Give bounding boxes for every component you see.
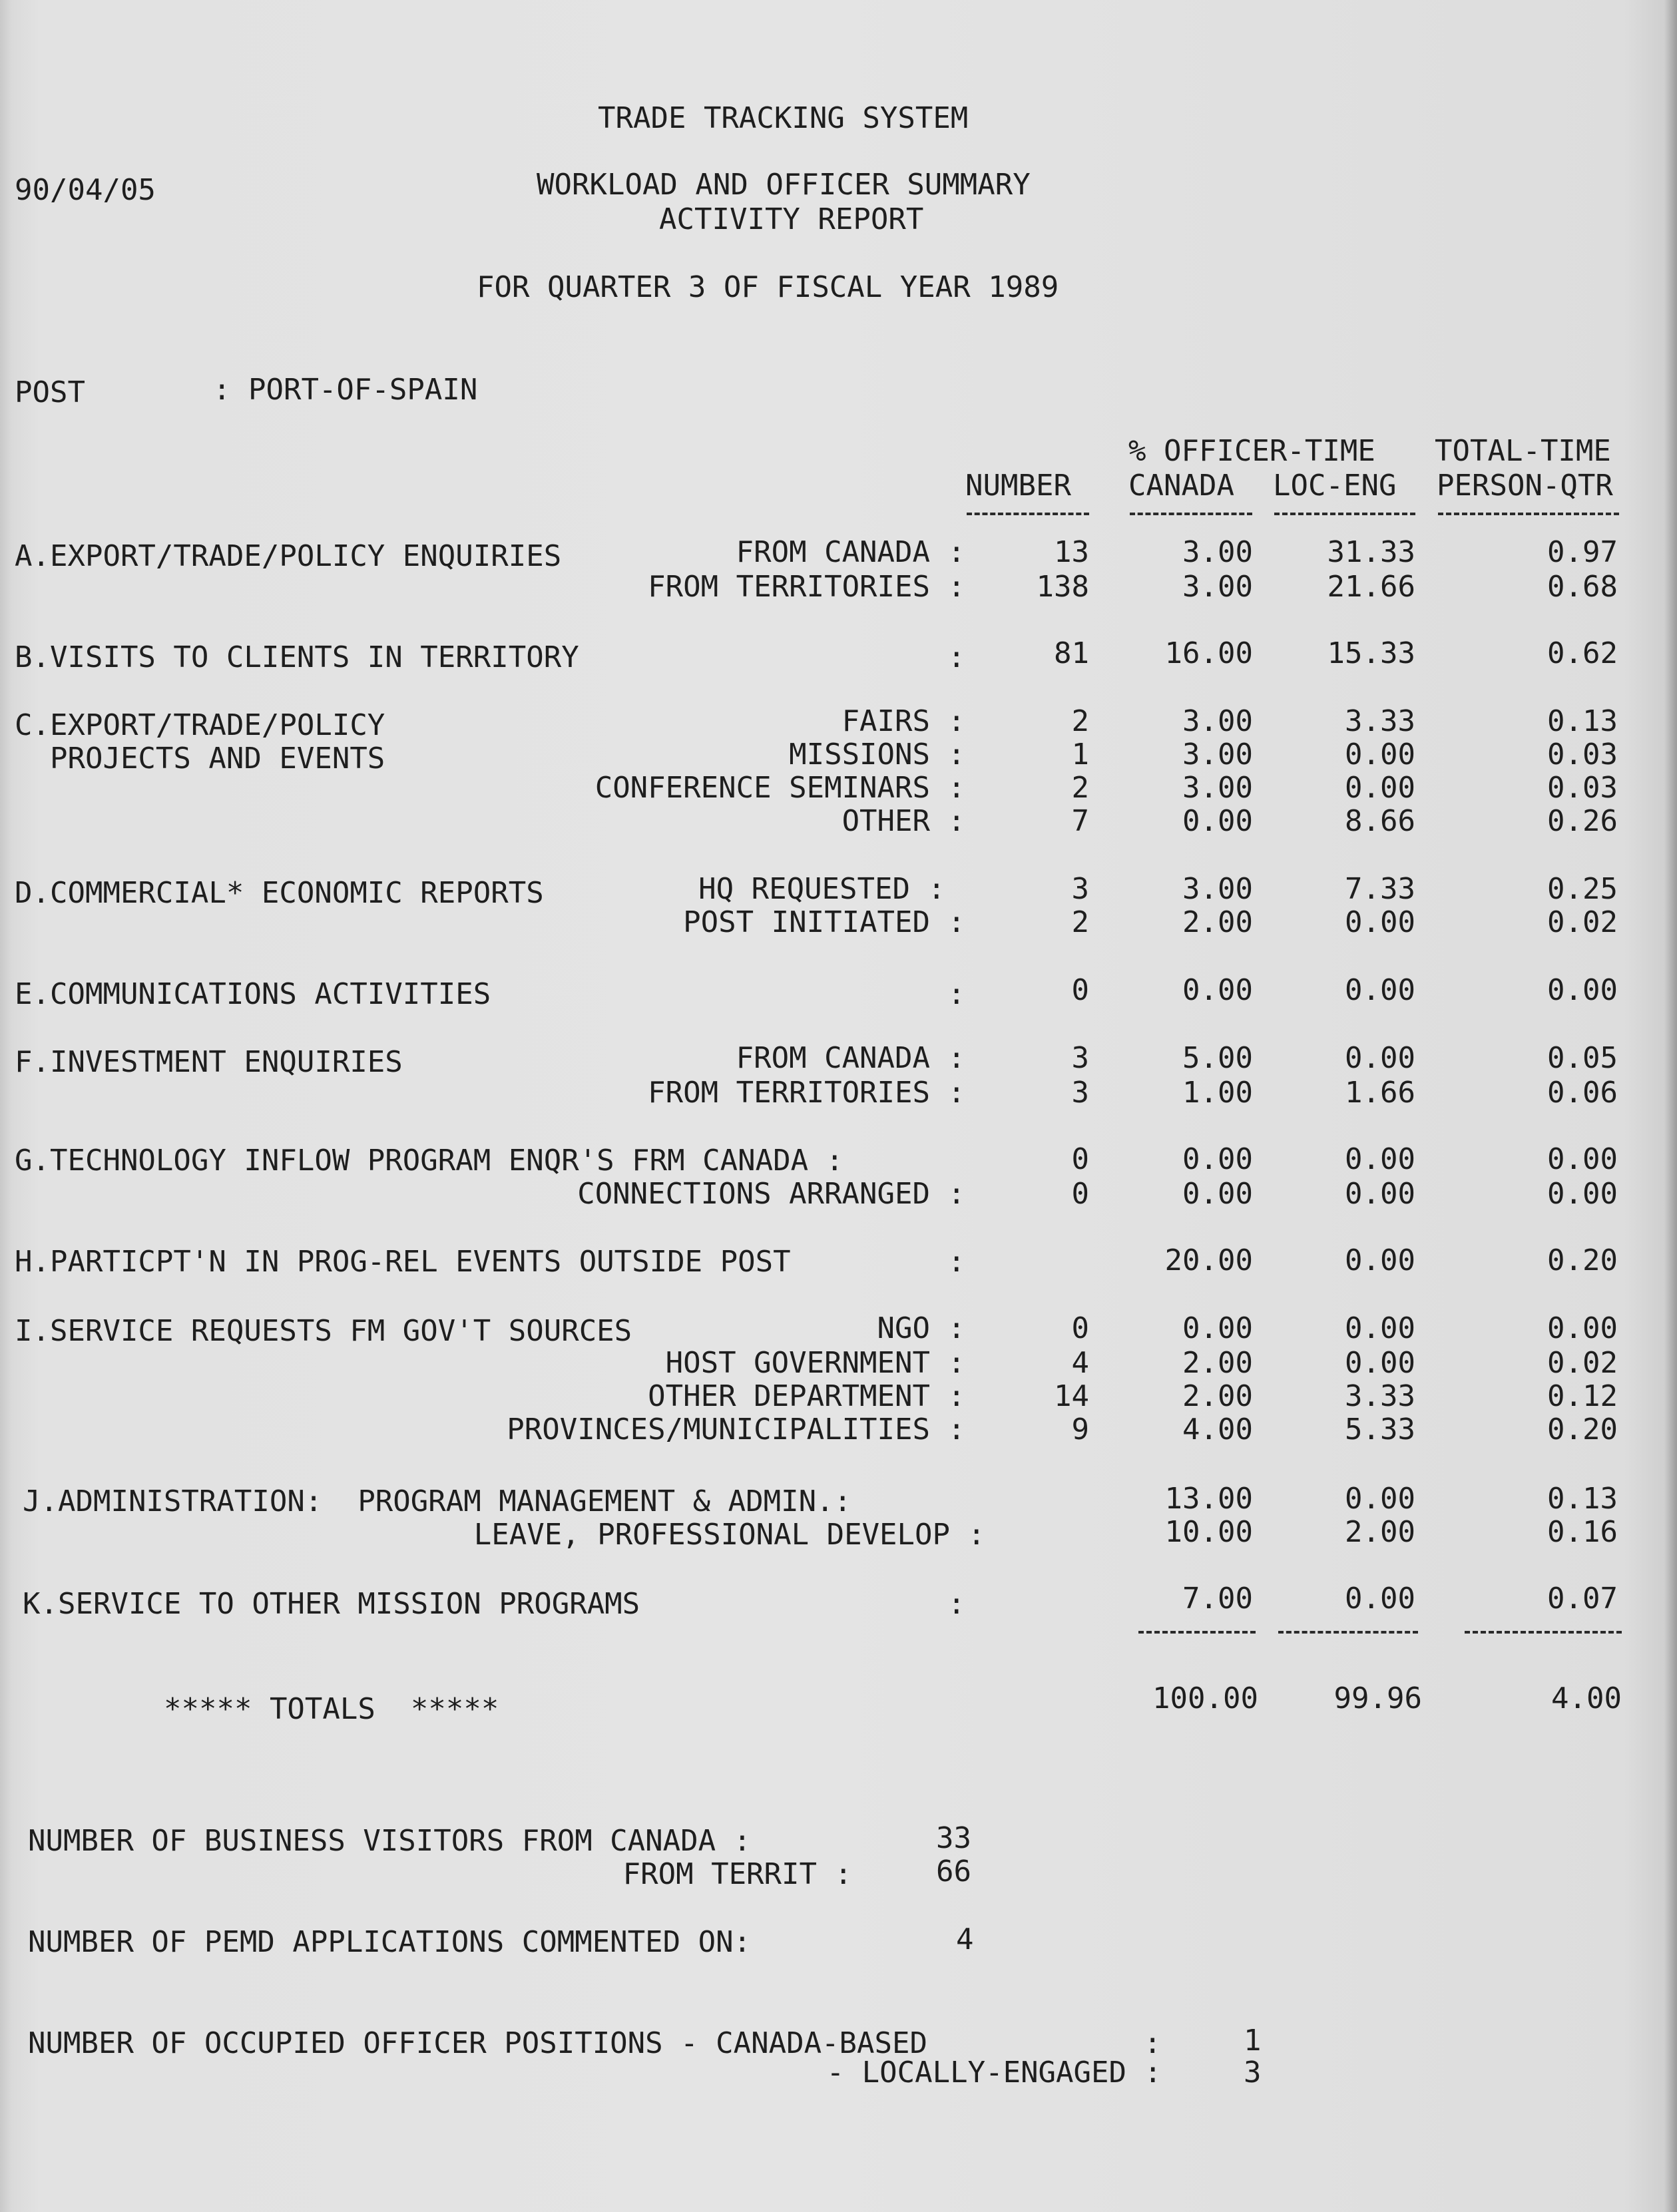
visitors-canada: 33 — [936, 1821, 971, 1855]
cell-canada: 5.00 — [1182, 1041, 1253, 1075]
col-header-canada: CANADA — [1128, 469, 1234, 503]
cell-person-qtr: 0.00 — [1547, 973, 1618, 1007]
col-header-total-time: TOTAL-TIME — [1435, 434, 1611, 468]
cell-loc-eng: 0.00 — [1345, 771, 1415, 805]
cell-person-qtr: 0.13 — [1547, 1482, 1618, 1516]
totals-rule-person-qtr — [1465, 1631, 1622, 1634]
cell-number: 138 — [1036, 570, 1089, 604]
cell-person-qtr: 0.02 — [1547, 1346, 1618, 1380]
cell-canada: 1.00 — [1182, 1076, 1253, 1110]
cell-canada: 4.00 — [1182, 1413, 1253, 1446]
cell-number: 0 — [1071, 973, 1089, 1007]
cell-canada: 0.00 — [1182, 804, 1253, 838]
cell-loc-eng: 3.33 — [1345, 1379, 1415, 1413]
cell-number: 0 — [1071, 1177, 1089, 1211]
cell-loc-eng: 2.00 — [1345, 1515, 1415, 1549]
header-underline-loc-eng — [1274, 513, 1415, 515]
row-label: J.ADMINISTRATION: PROGRAM MANAGEMENT & ADMIN.: — [23, 1484, 852, 1518]
cell-person-qtr: 0.00 — [1547, 1177, 1618, 1211]
cell-canada: 13.00 — [1164, 1482, 1253, 1516]
system-title: TRADE TRACKING SYSTEM — [598, 101, 969, 135]
cell-canada: 2.00 — [1182, 905, 1253, 939]
cell-person-qtr: 0.20 — [1547, 1413, 1618, 1446]
post-value: : PORT-OF-SPAIN — [213, 373, 478, 407]
cell-canada: 16.00 — [1164, 636, 1253, 670]
cell-number: 7 — [1071, 804, 1089, 838]
row-label: B.VISITS TO CLIENTS IN TERRITORY — [15, 640, 579, 674]
row-sublabel: HQ REQUESTED : — [698, 872, 945, 906]
report-date: 90/04/05 — [15, 173, 156, 207]
cell-number: 1 — [1071, 738, 1089, 772]
cell-person-qtr: 0.02 — [1547, 905, 1618, 939]
cell-loc-eng: 0.00 — [1345, 1142, 1415, 1176]
col-header-loc-eng: LOC-ENG — [1273, 469, 1397, 503]
cell-loc-eng: 8.66 — [1345, 804, 1415, 838]
visitors-territ: 66 — [936, 1855, 971, 1888]
cell-person-qtr: 0.97 — [1547, 535, 1618, 569]
cell-number: 2 — [1071, 704, 1089, 738]
cell-loc-eng: 0.00 — [1345, 973, 1415, 1007]
cell-number: 2 — [1071, 905, 1089, 939]
row-sublabel: FAIRS : — [841, 704, 965, 738]
cell-person-qtr: 0.00 — [1547, 1142, 1618, 1176]
cell-canada: 0.00 — [1182, 973, 1253, 1007]
cell-loc-eng: 5.33 — [1345, 1413, 1415, 1446]
row-sublabel: FROM CANADA : — [736, 535, 965, 569]
cell-number: 4 — [1071, 1346, 1089, 1380]
cell-canada: 10.00 — [1164, 1515, 1253, 1549]
report-subtitle: ACTIVITY REPORT — [659, 202, 924, 236]
row-sublabel: NGO : — [877, 1311, 965, 1345]
cell-canada: 2.00 — [1182, 1346, 1253, 1380]
cell-loc-eng: 0.00 — [1345, 905, 1415, 939]
row-sublabel: OTHER DEPARTMENT : — [648, 1379, 965, 1413]
cell-loc-eng: 0.00 — [1345, 1482, 1415, 1516]
cell-number: 81 — [1054, 636, 1089, 670]
cell-canada: 3.00 — [1182, 535, 1253, 569]
col-header-number: NUMBER — [965, 469, 1071, 503]
row-label: F.INVESTMENT ENQUIRIES — [15, 1045, 403, 1079]
cell-number: 9 — [1071, 1413, 1089, 1446]
cell-canada: 3.00 — [1182, 704, 1253, 738]
cell-person-qtr: 0.25 — [1547, 872, 1618, 906]
total-canada: 100.00 — [1152, 1681, 1258, 1715]
cell-canada: 0.00 — [1182, 1142, 1253, 1176]
cell-number: 2 — [1071, 771, 1089, 805]
row-label: D.COMMERCIAL* ECONOMIC REPORTS — [15, 876, 544, 910]
header-underline-number — [967, 513, 1089, 515]
cell-number: 0 — [1071, 1311, 1089, 1345]
cell-person-qtr: 0.03 — [1547, 738, 1618, 772]
cell-loc-eng: 0.00 — [1345, 1346, 1415, 1380]
row-sublabel: FROM CANADA : — [736, 1041, 965, 1075]
positions-label: NUMBER OF OCCUPIED OFFICER POSITIONS - CANADA-BASED — [28, 2026, 928, 2060]
row-sublabel: : — [947, 1245, 965, 1279]
totals-rule-canada — [1138, 1631, 1256, 1634]
pemd-label: NUMBER OF PEMD APPLICATIONS COMMENTED ON: — [28, 1925, 752, 1959]
header-underline-person-qtr — [1438, 513, 1619, 515]
total-person-qtr: 4.00 — [1551, 1681, 1622, 1715]
row-label: K.SERVICE TO OTHER MISSION PROGRAMS — [23, 1587, 640, 1621]
row-sublabel: : — [947, 977, 965, 1011]
cell-number: 3 — [1071, 1076, 1089, 1110]
cell-person-qtr: 0.03 — [1547, 771, 1618, 805]
positions-local-label: - LOCALLY-ENGAGED : — [826, 2056, 1162, 2090]
cell-loc-eng: 31.33 — [1327, 535, 1415, 569]
cell-canada: 3.00 — [1182, 738, 1253, 772]
visitors-label: NUMBER OF BUSINESS VISITORS FROM CANADA : — [28, 1824, 752, 1858]
cell-person-qtr: 0.12 — [1547, 1379, 1618, 1413]
row-sublabel: CONNECTIONS ARRANGED : — [577, 1177, 965, 1211]
cell-loc-eng: 15.33 — [1327, 636, 1415, 670]
header-underline-canada — [1130, 513, 1252, 515]
cell-number: 13 — [1054, 535, 1089, 569]
row-label: C.EXPORT/TRADE/POLICY — [15, 708, 385, 742]
cell-person-qtr: 0.07 — [1547, 1582, 1618, 1616]
cell-person-qtr: 0.00 — [1547, 1311, 1618, 1345]
cell-loc-eng: 3.33 — [1345, 704, 1415, 738]
cell-person-qtr: 0.20 — [1547, 1243, 1618, 1277]
report-title: WORKLOAD AND OFFICER SUMMARY — [537, 168, 1031, 202]
cell-person-qtr: 0.26 — [1547, 804, 1618, 838]
positions-sep: : — [1144, 2026, 1162, 2060]
row-sublabel: PROVINCES/MUNICIPALITIES : — [507, 1413, 965, 1446]
row-sublabel: LEAVE, PROFESSIONAL DEVELOP : — [473, 1518, 985, 1552]
totals-rule-loc-eng — [1278, 1631, 1418, 1634]
cell-number: 3 — [1071, 872, 1089, 906]
cell-canada: 0.00 — [1182, 1177, 1253, 1211]
cell-person-qtr: 0.13 — [1547, 704, 1618, 738]
cell-loc-eng: 0.00 — [1345, 738, 1415, 772]
row-label: E.COMMUNICATIONS ACTIVITIES — [15, 977, 491, 1011]
row-sublabel: CONFERENCE SEMINARS : — [595, 771, 965, 805]
total-loc-eng: 99.96 — [1333, 1681, 1422, 1715]
cell-number: 14 — [1054, 1379, 1089, 1413]
cell-number: 3 — [1071, 1041, 1089, 1075]
cell-loc-eng: 0.00 — [1345, 1582, 1415, 1616]
report-period: FOR QUARTER 3 OF FISCAL YEAR 1989 — [477, 270, 1059, 304]
row-sublabel: FROM TERRITORIES : — [648, 570, 965, 604]
cell-number: 0 — [1071, 1142, 1089, 1176]
row-sublabel: OTHER : — [841, 804, 965, 838]
cell-person-qtr: 0.05 — [1547, 1041, 1618, 1075]
row-sublabel: POST INITIATED : — [683, 905, 965, 939]
cell-loc-eng: 7.33 — [1345, 872, 1415, 906]
row-label: A.EXPORT/TRADE/POLICY ENQUIRIES — [15, 539, 562, 573]
cell-canada: 0.00 — [1182, 1311, 1253, 1345]
cell-loc-eng: 0.00 — [1345, 1041, 1415, 1075]
row-sublabel: HOST GOVERNMENT : — [665, 1346, 965, 1380]
cell-person-qtr: 0.62 — [1547, 636, 1618, 670]
row-label: G.TECHNOLOGY INFLOW PROGRAM ENQR'S FRM CANADA : — [15, 1144, 844, 1178]
row-label: I.SERVICE REQUESTS FM GOV'T SOURCES — [15, 1314, 632, 1348]
cell-canada: 3.00 — [1182, 872, 1253, 906]
cell-loc-eng: 0.00 — [1345, 1243, 1415, 1277]
visitors-territ-label: FROM TERRIT : — [622, 1857, 852, 1891]
totals-label: ***** TOTALS ***** — [164, 1692, 499, 1726]
cell-person-qtr: 0.16 — [1547, 1515, 1618, 1549]
cell-loc-eng: 1.66 — [1345, 1076, 1415, 1110]
positions-local: 3 — [1244, 2056, 1262, 2090]
col-header-person-qtr: PERSON-QTR — [1437, 469, 1613, 503]
positions-canada: 1 — [1244, 2024, 1262, 2058]
cell-canada: 7.00 — [1182, 1582, 1253, 1616]
post-label: POST — [15, 375, 85, 409]
cell-canada: 3.00 — [1182, 771, 1253, 805]
cell-person-qtr: 0.68 — [1547, 570, 1618, 604]
col-header-pct-officer-time: % OFFICER-TIME — [1128, 434, 1375, 468]
cell-canada: 3.00 — [1182, 570, 1253, 604]
cell-person-qtr: 0.06 — [1547, 1076, 1618, 1110]
row-sublabel: : — [947, 1587, 965, 1621]
row-sublabel: MISSIONS : — [789, 738, 965, 772]
cell-loc-eng: 0.00 — [1345, 1177, 1415, 1211]
row-label: PROJECTS AND EVENTS — [15, 742, 385, 775]
cell-loc-eng: 21.66 — [1327, 570, 1415, 604]
row-label: H.PARTICPT'N IN PROG-REL EVENTS OUTSIDE POST — [15, 1245, 791, 1279]
cell-loc-eng: 0.00 — [1345, 1311, 1415, 1345]
cell-canada: 20.00 — [1164, 1243, 1253, 1277]
pemd-value: 4 — [956, 1922, 974, 1956]
row-sublabel: : — [947, 640, 965, 674]
cell-canada: 2.00 — [1182, 1379, 1253, 1413]
row-sublabel: FROM TERRITORIES : — [648, 1076, 965, 1110]
